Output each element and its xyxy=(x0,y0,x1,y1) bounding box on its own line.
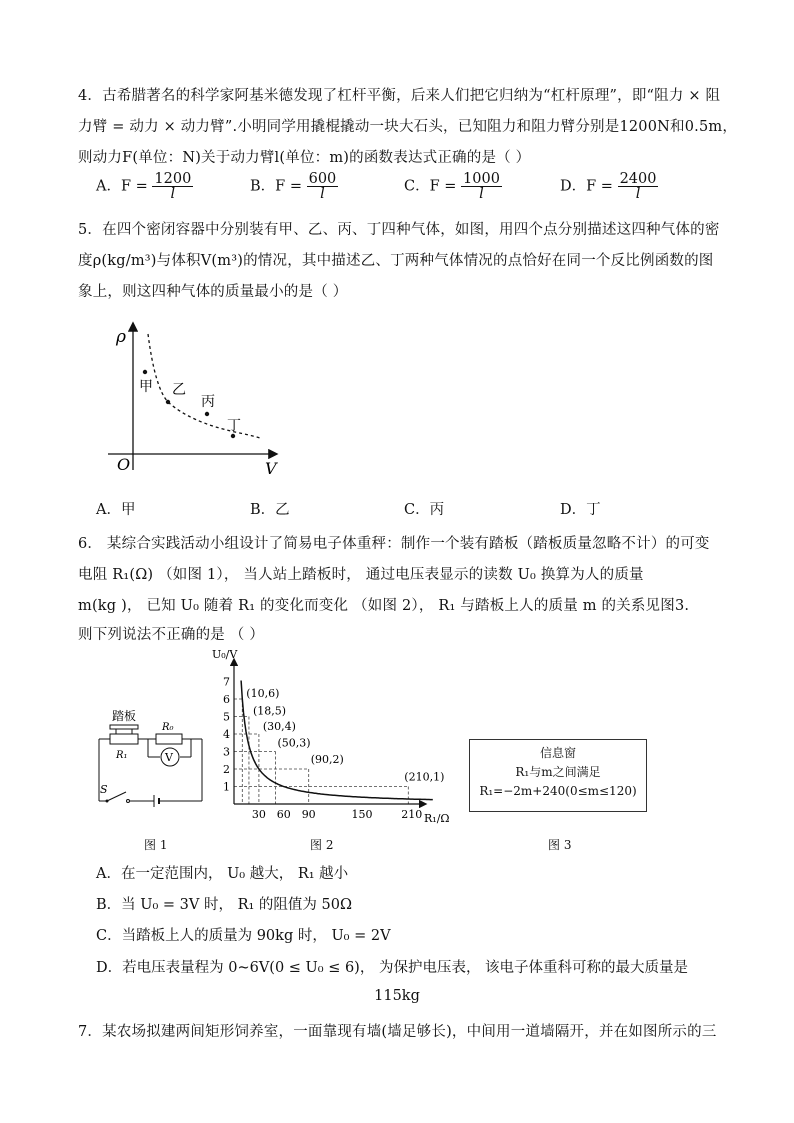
chart-point-label: (90,2) xyxy=(310,753,344,766)
q6-r1-label: R₁ xyxy=(116,750,128,761)
q6-circuit-figure xyxy=(94,705,214,810)
q6-r0-resistor xyxy=(156,734,182,744)
chart-point-label: (10,6) xyxy=(246,687,280,700)
q6-info-window xyxy=(469,739,647,812)
q4-option-a-num: 1200 xyxy=(154,171,192,187)
q6-voltage-resistance-chart xyxy=(200,648,462,828)
q7-line-1: 7．某农场拟建两间矩形饲养室，一面靠现有墙(墙足够长)，中间用一道墙隔开，并在如图所示的三 xyxy=(78,1024,717,1040)
q4-option-d-fraction xyxy=(618,172,659,201)
q4-option-c-num: 1000 xyxy=(463,171,500,187)
q4-option-b[interactable] xyxy=(250,172,338,201)
q5-option-c[interactable]: C．丙 xyxy=(404,502,445,518)
q6-line-2: 电阻 R₁(Ω) （如图 1）， 当人站上踏板时， 通过电压表显示的读数 U₀ 换算为人的质量 xyxy=(78,567,644,583)
q4-line-3: 则动力F(单位：N)关于动力臂l(单位：m)的函数表达式正确的是（ ） xyxy=(78,150,531,166)
chart-y-tick-label: 6 xyxy=(223,693,230,706)
chart-point-label: (50,3) xyxy=(277,736,311,750)
q5-origin-label: O xyxy=(117,455,131,474)
q5-point-yi xyxy=(166,400,170,404)
chart-x-tick-label: 90 xyxy=(301,808,316,821)
q4-option-d-den: l xyxy=(635,186,641,202)
q4-option-c-label: C．F = xyxy=(404,178,457,195)
q4-option-c-den: l xyxy=(479,186,484,202)
q5-line-2: 度ρ(kg/m³)与体积V(m³)的情况，其中描述乙、丁两种气体情况的点恰好在同一个反比例函数的图 xyxy=(78,253,714,269)
q4-option-d-num: 2400 xyxy=(619,171,657,187)
q4-option-a[interactable] xyxy=(96,172,193,201)
q4-option-b-num: 600 xyxy=(308,171,337,187)
q5-option-b[interactable]: B．乙 xyxy=(250,502,290,518)
q4-option-c[interactable] xyxy=(404,172,502,201)
q4-option-b-den: l xyxy=(320,186,325,202)
chart-y-tick-label: 3 xyxy=(223,745,230,759)
chart-y-tick-label: 5 xyxy=(223,710,230,724)
q5-point-label-ding: 丁 xyxy=(227,418,241,434)
q6-fig3-caption: 图 3 xyxy=(548,838,572,852)
q6-fig1-caption: 图 1 xyxy=(144,838,168,852)
q6-info-line-1: R₁与m之间满足 xyxy=(515,765,601,779)
q6-voltmeter-label: V xyxy=(165,751,173,764)
q5-option-a[interactable]: A．甲 xyxy=(96,502,136,518)
q5-inverse-curve xyxy=(148,334,260,438)
q6-r0-label: R₀ xyxy=(162,722,174,733)
q6-info-title: 信息窗 xyxy=(539,746,576,760)
q4-option-a-den: l xyxy=(170,186,176,202)
chart-x-axis-label: R₁/Ω xyxy=(424,812,450,825)
q6-option-c[interactable]: C．当踏板上人的质量为 90kg 时， U₀ = 2V xyxy=(96,928,391,944)
q5-point-label-yi: 乙 xyxy=(172,382,186,398)
q5-point-ding xyxy=(231,434,235,438)
q5-x-axis-label: V xyxy=(265,459,277,478)
chart-y-axis-label: U₀/V xyxy=(212,648,238,661)
q4-line-1: 4．古希腊著名的科学家阿基米德发现了杠杆平衡，后来人们把它归纳为“杠杆原理”，即“阻力 × 阻 xyxy=(78,88,721,104)
chart-y-tick-label: 2 xyxy=(223,763,230,776)
q4-option-d-label: D．F = xyxy=(560,178,613,195)
q6-line-4: 则下列说法不正确的是 （ ） xyxy=(78,627,265,643)
q5-point-jia xyxy=(143,370,147,374)
q4-option-b-fraction xyxy=(307,172,339,201)
chart-point-label: (30,4) xyxy=(262,720,296,733)
q5-y-axis-label: ρ xyxy=(116,327,126,347)
q6-switch-label: S xyxy=(100,783,108,796)
q6-r1-resistor xyxy=(110,734,138,744)
chart-point-label: (18,5) xyxy=(252,704,287,718)
chart-x-tick-label: 210 xyxy=(401,808,423,821)
q4-option-d[interactable] xyxy=(560,172,658,201)
q5-line-1: 5．在四个密闭容器中分别装有甲、乙、丙、丁四种气体，如图，用四个点分别描述这四种气体的密 xyxy=(78,222,720,238)
q6-board-plate xyxy=(110,725,138,729)
q4-option-a-label: A．F = xyxy=(96,178,148,195)
q5-option-d[interactable]: D．丁 xyxy=(560,502,601,518)
chart-x-tick-label: 30 xyxy=(251,808,266,821)
q4-option-a-fraction xyxy=(152,172,193,201)
q6-option-a[interactable]: A．在一定范围内， U₀ 越大， R₁ 越小 xyxy=(96,866,349,882)
q5-point-label-jia: 甲 xyxy=(139,379,153,395)
q5-line-3: 象上，则这四种气体的质量最小的是（ ） xyxy=(78,284,348,300)
q6-option-d[interactable]: D．若电压表量程为 0~6V(0 ≤ U₀ ≤ 6)， 为保护电压表， 该电子体重科可称的最大质量是 xyxy=(96,960,689,976)
q4-option-c-fraction xyxy=(461,172,502,201)
q4-line-2: 力臂 = 动力 × 动力臂”.小明同学用撬棍撬动一块大石头，已知阻力和阻力臂分别是1200N和0.5m， xyxy=(78,119,738,135)
chart-x-tick-label: 60 xyxy=(276,808,291,821)
q5-density-graph xyxy=(100,318,290,478)
chart-y-tick-label: 7 xyxy=(223,675,230,689)
chart-y-tick-label: 1 xyxy=(223,780,230,794)
q6-board-label: 踏板 xyxy=(112,709,137,723)
chart-y-tick-label: 4 xyxy=(223,728,230,741)
q6-option-b[interactable]: B．当 U₀ = 3V 时， R₁ 的阻值为 50Ω xyxy=(96,897,353,913)
q6-option-d-tail: 115kg xyxy=(374,988,420,1004)
q6-line-1: 6． 某综合实践活动小组设计了简易电子体重秤：制作一个装有踏板（踏板质量忽略不计）的可变 xyxy=(78,536,710,552)
q4-option-b-label: B．F = xyxy=(250,178,302,195)
q5-point-label-bing: 丙 xyxy=(201,394,215,410)
chart-point-label: (210,1) xyxy=(404,770,445,784)
q6-line-3: m(kg )， 已知 U₀ 随着 R₁ 的变化而变化 （如图 2）， R₁ 与踏板上人的质量 m 的关系见图3. xyxy=(78,598,690,614)
q6-switch xyxy=(107,792,126,801)
q5-point-bing xyxy=(205,412,209,416)
chart-x-tick-label: 150 xyxy=(351,808,373,821)
q6-fig2-caption: 图 2 xyxy=(310,838,334,852)
q6-info-line-2: R₁=−2m+240(0≤m≤120) xyxy=(479,784,637,798)
